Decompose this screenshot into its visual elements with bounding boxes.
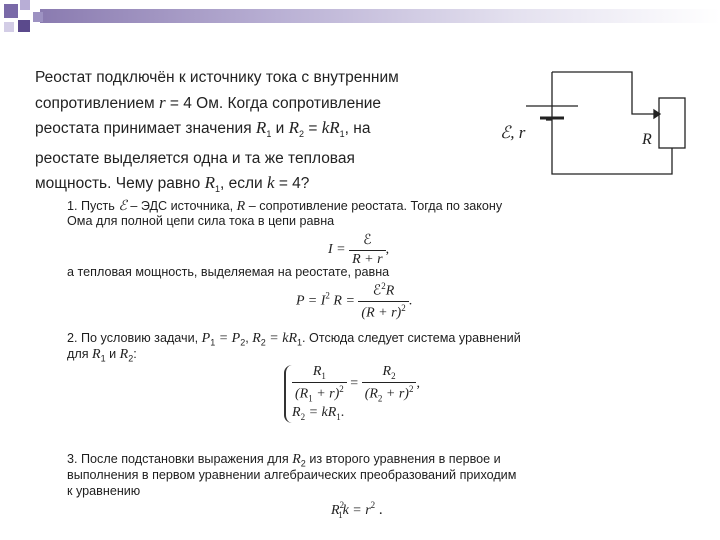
problem-statement — [35, 66, 480, 202]
solution-step2-line1: 2. По условию задачи, $P_1 = P_2$, $R_2 = kR_1$. Отсюда следует система уравнений — [67, 331, 521, 348]
problem-line-2: сопротивлением r = 4 Ом. Когда сопротивление — [35, 92, 382, 112]
system-equation-1: $\frac{R_1}{(R_1 + r)^2}$ = $\frac{R_2}{(R_2 + r)^2}$ , — [292, 364, 420, 403]
header-square-4 — [33, 12, 43, 22]
problem-line-1: Реостат подключён к источнику тока с внутренним — [35, 69, 399, 86]
problem-line-5: мощность. Чему равно $R_1$, если k = 4? — [35, 173, 310, 195]
solution-step1-line1: 1. Пусть ℰ – ЭДС источника, R – сопротивление реостата. Тогда по закону — [67, 199, 503, 214]
circuit-wire — [552, 72, 672, 174]
rheostat-body — [659, 98, 685, 148]
circuit-diagram — [496, 64, 696, 184]
header-gradient-band — [40, 9, 720, 23]
header-square-1 — [4, 4, 18, 18]
load-label: R — [642, 131, 652, 148]
system-equation-2: $R_2 = kR_1$. — [292, 405, 345, 422]
solution-step3-line3: к уравнению — [67, 484, 141, 498]
equation-power: $P = I^2$ R = $\frac{ℰ^2R}{(R + r)^2}$ . — [296, 281, 413, 321]
header-square-5 — [4, 22, 14, 32]
slide-header-decoration — [0, 0, 720, 40]
solution-step1-line3: а тепловая мощность, выделяемая на реостате, равна — [67, 265, 390, 279]
solution-step3-line1: 3. После подстановки выражения для $R_2$ из второго уравнения в первое и — [67, 452, 501, 469]
equation-current: I = $\frac{\text{ℰ}}{R + r}$ , — [328, 233, 390, 267]
solution-step1-line2: Ома для полной цепи сила тока в цепи равна — [67, 214, 335, 228]
solution-step3-line2: выполнения в первом уравнении алгебраических преобразований приходим — [67, 468, 517, 482]
header-square-2 — [20, 0, 30, 10]
circuit-wire-top — [552, 72, 632, 98]
problem-line-3: реостата принимает значения $R_1$ и $R_2 = kR_1$, на — [35, 118, 371, 140]
header-square-3 — [18, 20, 30, 32]
solution-step2-line2: для $R_1$ и $R_2$: — [67, 347, 137, 364]
equation-final: $R^2_1k = r^2$ . — [331, 500, 383, 520]
source-label: ℰ, r — [500, 123, 526, 142]
problem-line-4: реостате выделяется одна и та же тепловая — [35, 149, 355, 167]
